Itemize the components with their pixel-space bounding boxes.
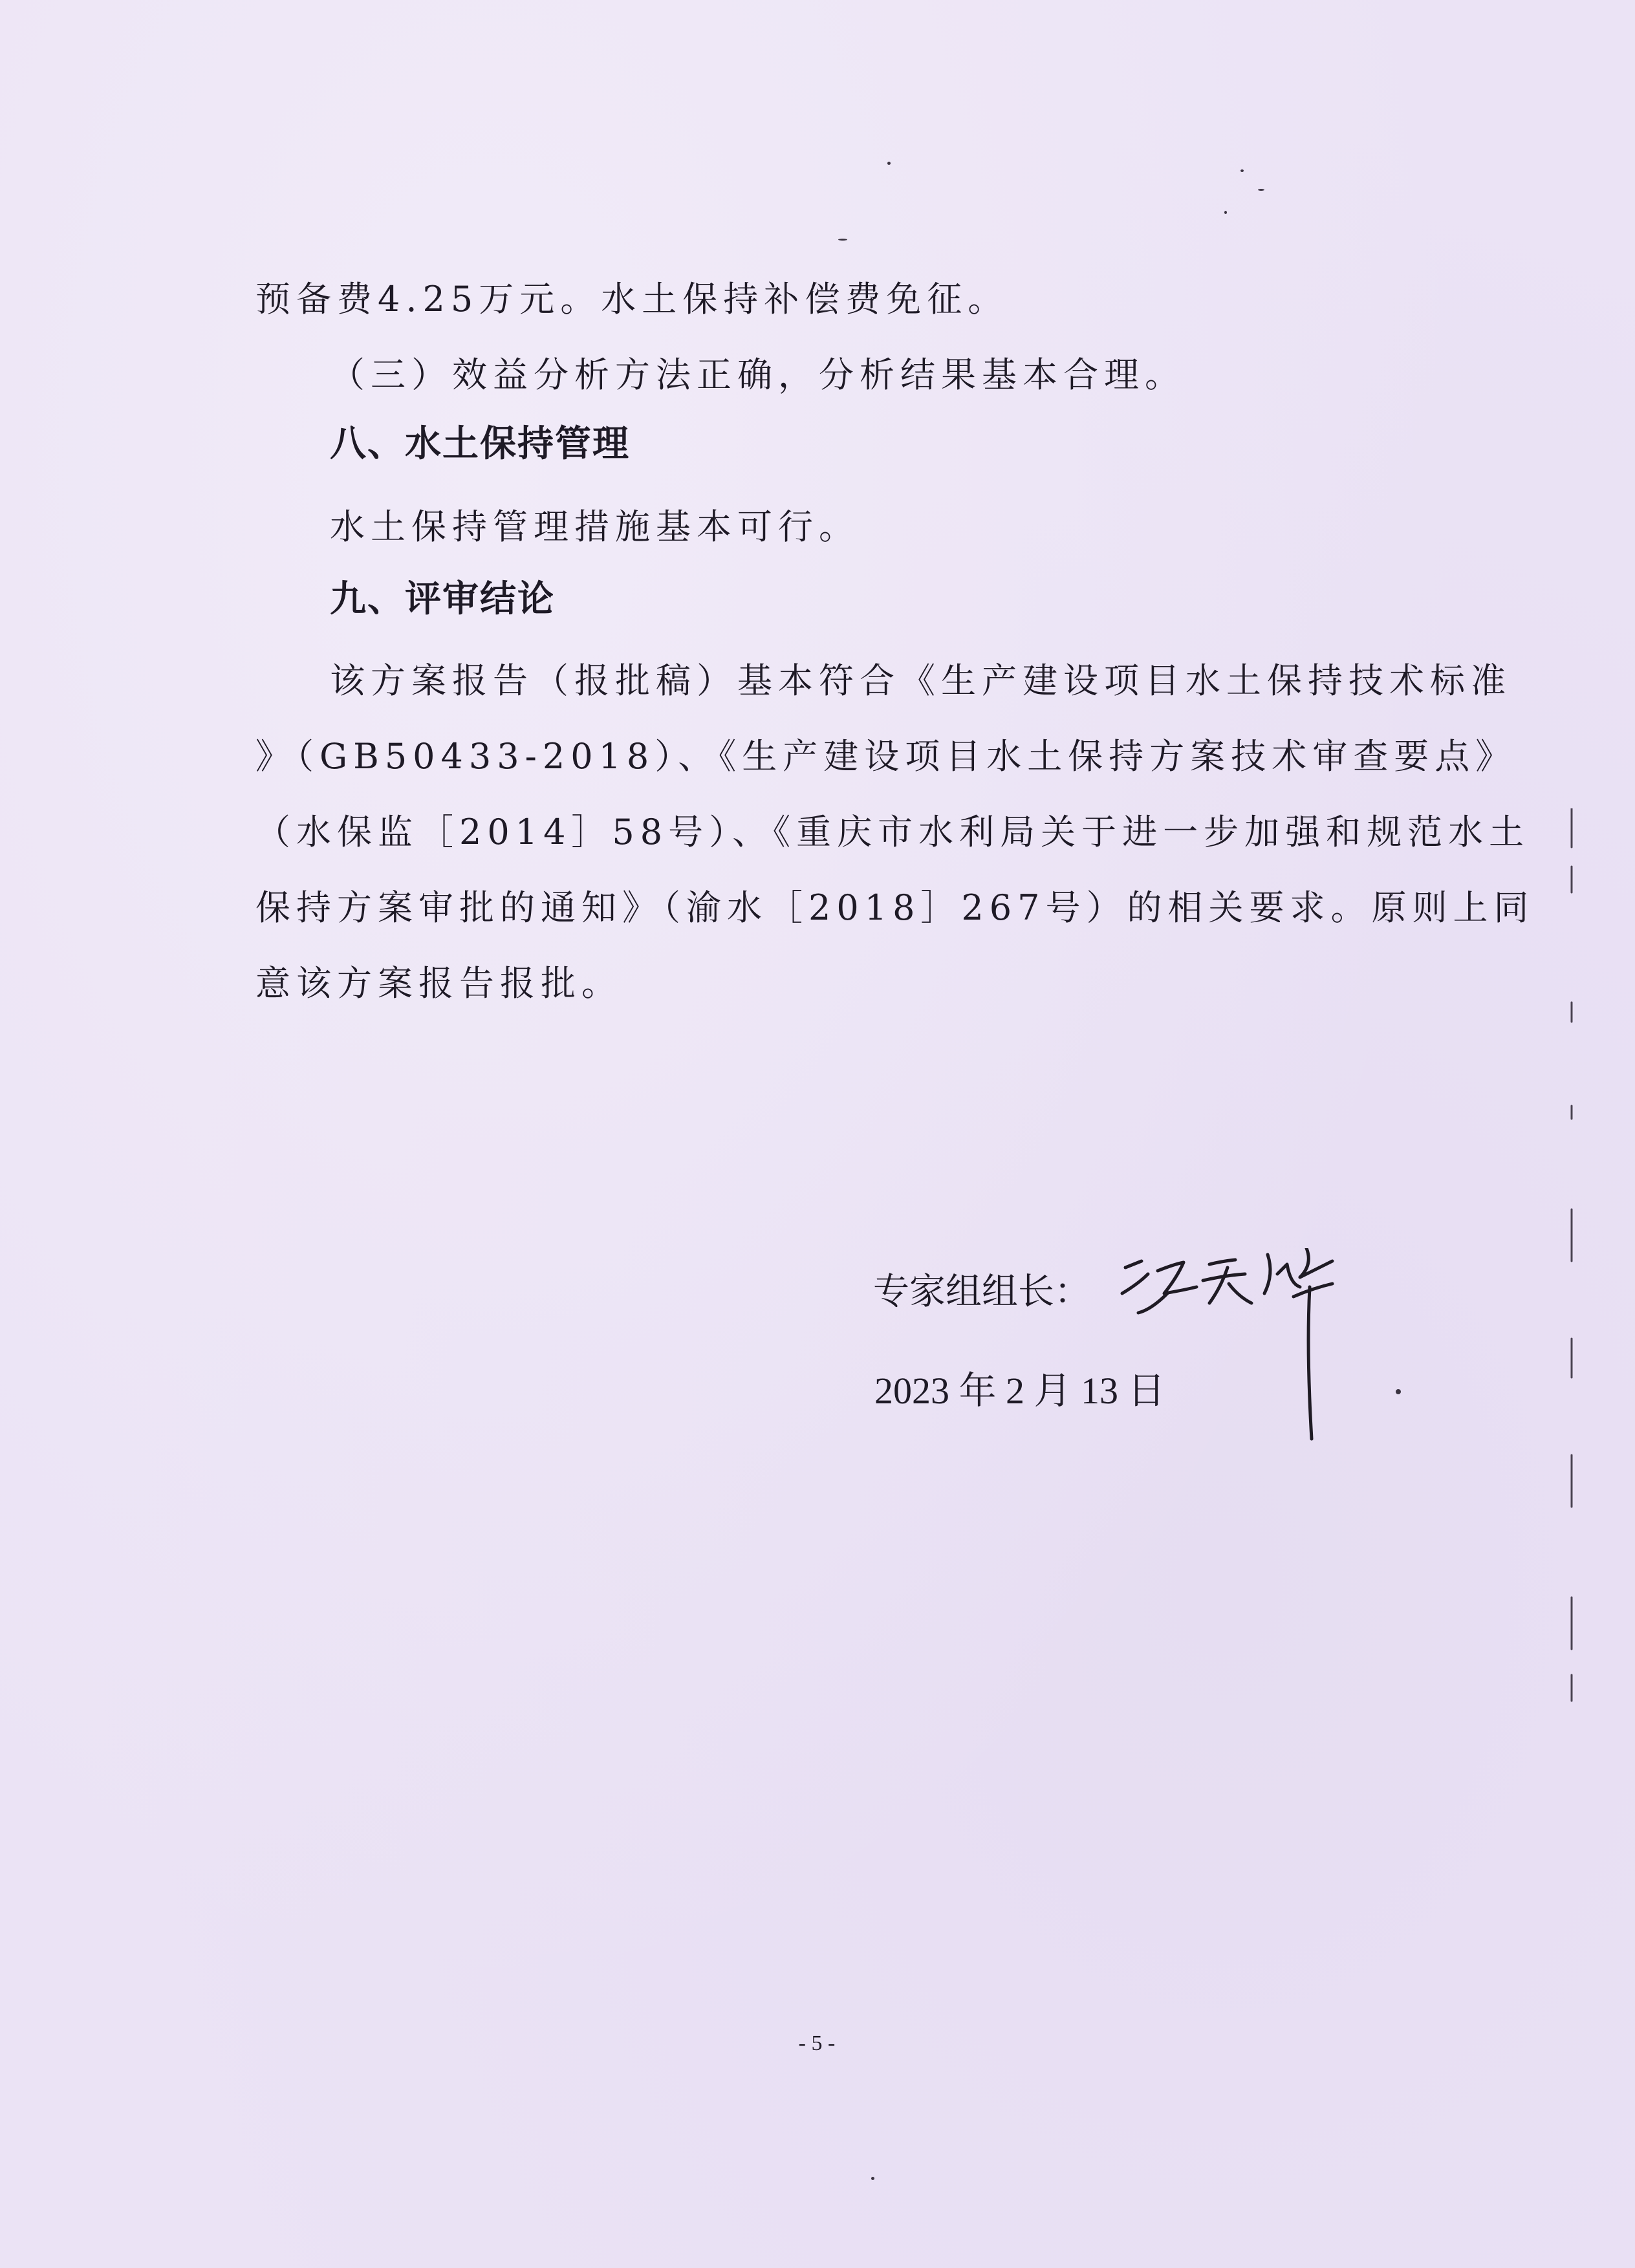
handwritten-signature	[1112, 1248, 1371, 1462]
scan-speck	[887, 162, 891, 165]
scan-speck	[1396, 1389, 1401, 1394]
scan-speck	[1224, 211, 1227, 214]
conclusion-paragraph-line-2: 》（GB50433-2018）、《生产建设项目水土保持方案技术审查要点》	[255, 736, 1517, 777]
conclusion-paragraph-line-3: （水保监［2014］58号）、《重庆市水利局关于进一步加强和规范水土	[255, 812, 1530, 852]
signature-date: 2023 年 2 月 13 日	[874, 1370, 1165, 1412]
conclusion-paragraph-line-5: 意该方案报告报批。	[255, 963, 622, 1004]
scan-speck	[871, 2177, 874, 2180]
scan-speck	[1258, 189, 1264, 191]
text-line-reserve-fee: 预备费4.25万元。水土保持补偿费免征。	[255, 279, 1009, 319]
conclusion-paragraph-line-1: 该方案报告（报批稿）基本符合《生产建设项目水土保持技术标准	[330, 660, 1511, 701]
text-line-benefit-analysis: （三）效益分析方法正确，分析结果基本合理。	[330, 354, 1186, 395]
scan-speck	[1240, 169, 1244, 172]
scan-speck	[838, 239, 847, 241]
conclusion-paragraph-line-4: 保持方案审批的通知》（渝水［2018］267号）的相关要求。原则上同	[255, 887, 1535, 928]
text-line-management-measures: 水土保持管理措施基本可行。	[330, 506, 860, 547]
scan-edge-marks	[1565, 808, 1578, 1714]
expert-leader-label: 专家组组长：	[873, 1271, 1090, 1313]
page-number: - 5 -	[798, 2031, 836, 2055]
section-heading-management: 八、水土保持管理	[330, 423, 630, 465]
section-heading-conclusion: 九、评审结论	[330, 578, 555, 620]
